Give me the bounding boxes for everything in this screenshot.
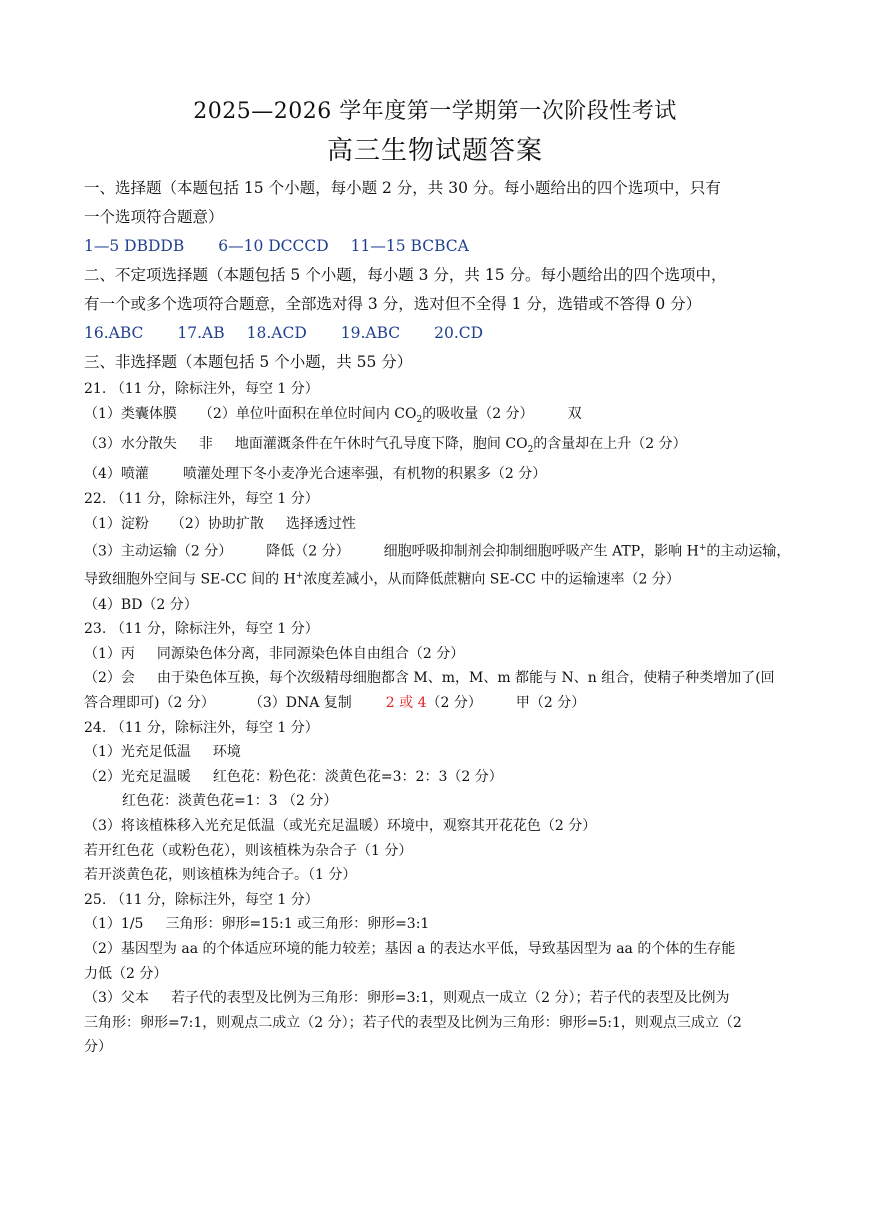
q24-line5: 若开红色花（或粉色花），则该植株为杂合子（1 分）: [84, 842, 413, 859]
q22-line2: （3）主动运输（2 分） 降低（2 分） 细胞呼吸抑制剂会抑制细胞呼吸产生 ATP，影响 H+的主动运输，: [84, 543, 791, 560]
exam-title: 2025—2026 学年度第一学期第一次阶段性考试: [193, 99, 677, 124]
q25-line2: （2）基因型为 aa 的个体适应环境的能力较差；基因 a 的表达水平低，导致基因型为 aa 的个体的生存能: [84, 940, 736, 957]
q25-line4: （3）父本 若子代的表型及比例为三角形：卵形=3:1，则观点一成立（2 分）；若子代的表型及比例为: [84, 990, 730, 1007]
answer-group-3: 11—15 BCBCA: [350, 237, 469, 255]
answer-19: 19.ABC: [340, 324, 401, 342]
q21-line1: （1）类囊体膜 （2）单位叶面积在单位时间内 $CO_2$的吸收量（2 分） 双: [84, 405, 582, 425]
q24-line1: （1）光充足低温 环境: [84, 744, 241, 761]
q21-line3: （4）喷灌 喷灌处理下冬小麦净光合速率强，有机物的积累多（2 分）: [84, 466, 547, 483]
section2-heading-line2: 有一个或多个选项符合题意，全部选对得 3 分，选对但不全得 1 分，选错或不答得 0 分）: [84, 295, 702, 313]
q22-line3: 导致细胞外空间与 SE-CC 间的 H+浓度差减小，从而降低蔗糖向 SE-CC 中的运输速率（2 分）: [84, 571, 680, 589]
q23-line1: （1）丙 同源染色体分离，非同源染色体自由组合（2 分）: [84, 645, 465, 662]
q21-header: 21. （11 分，除标注外，每空 1 分）: [84, 381, 319, 397]
q25-line5: 三角形：卵形=7:1，则观点二成立（2 分）；若子代的表型及比例为三角形：卵形=5:1，则观点三成立（2: [84, 1014, 742, 1031]
q25-header: 25. （11 分，除标注外，每空 1 分）: [84, 891, 319, 908]
q22-header: 22. （11 分，除标注外，每空 1 分）: [84, 490, 319, 507]
exam-subtitle: 高三生物试题答案: [326, 136, 543, 166]
q23-line3: 答合理即可)（2 分） （3）DNA 复制 2 或 4（2 分） 甲（2 分）: [84, 695, 586, 712]
answer-17: 17.AB: [177, 324, 225, 342]
answer-20: 20.CD: [434, 324, 484, 342]
q24-line2: （2）光充足温暖 红色花：粉色花：淡黄色花=3：2：3（2 分）: [84, 768, 503, 785]
q24-header: 24. （11 分，除标注外，每空 1 分）: [84, 719, 319, 736]
section2-answers: [84, 319, 804, 348]
q25-line6: 分）: [84, 1039, 112, 1056]
answer-content: [84, 174, 804, 1060]
section1-answers: [84, 232, 804, 261]
q25-line3: 力低（2 分）: [84, 965, 168, 982]
q24-line6: 若开淡黄色花，则该植株为纯合子。（1 分）: [84, 867, 357, 884]
q21-line2: （3）水分散失 非 地面灌溉条件在午休时气孔导度下降，胞间 $CO_2$的含量却在上升（2 分）: [84, 435, 687, 455]
q22-line4: （4）BD（2 分）: [84, 596, 198, 613]
q23-line2: （2）会 由于染色体互换，每个次级精母细胞都含 M、m，M、m 都能与 N、n 组合，使精子种类增加了(回: [84, 670, 775, 687]
section1-heading-line1: 一、选择题（本题包括 15 个小题，每小题 2 分，共 30 分。每小题给出的四个选项中，只有: [84, 179, 721, 197]
section2-heading-line1: 二、不定项选择题（本题包括 5 个小题，每小题 3 分，共 15 分。每小题给出的四个选项中，: [84, 266, 727, 284]
q23-header: 23. （11 分，除标注外，每空 1 分）: [84, 621, 319, 638]
highlighted-answer: 2 或 4: [385, 695, 427, 712]
q25-line1: （1）1/5 三角形：卵形=15:1 或三角形：卵形=3:1: [84, 916, 430, 933]
q24-line3: 红色花：淡黄色花=1：3 （2 分）: [122, 793, 338, 810]
answer-group-1: 1—5 DBDDB: [84, 237, 185, 255]
q22-line1: （1）淀粉 （2）协助扩散 选择透过性: [84, 515, 356, 532]
answer-group-2: 6—10 DCCCD: [218, 237, 329, 255]
answer-16: 16.ABC: [84, 324, 144, 342]
answer-18: 18.ACD: [246, 324, 307, 342]
section3-heading: 三、非选择题（本题包括 5 个小题，共 55 分）: [84, 353, 413, 371]
section1-heading-line2: 一个选项符合题意）: [84, 208, 224, 226]
q24-line4: （3）将该植株移入光充足低温（或光充足温暖）环境中，观察其开花花色（2 分）: [84, 818, 597, 834]
